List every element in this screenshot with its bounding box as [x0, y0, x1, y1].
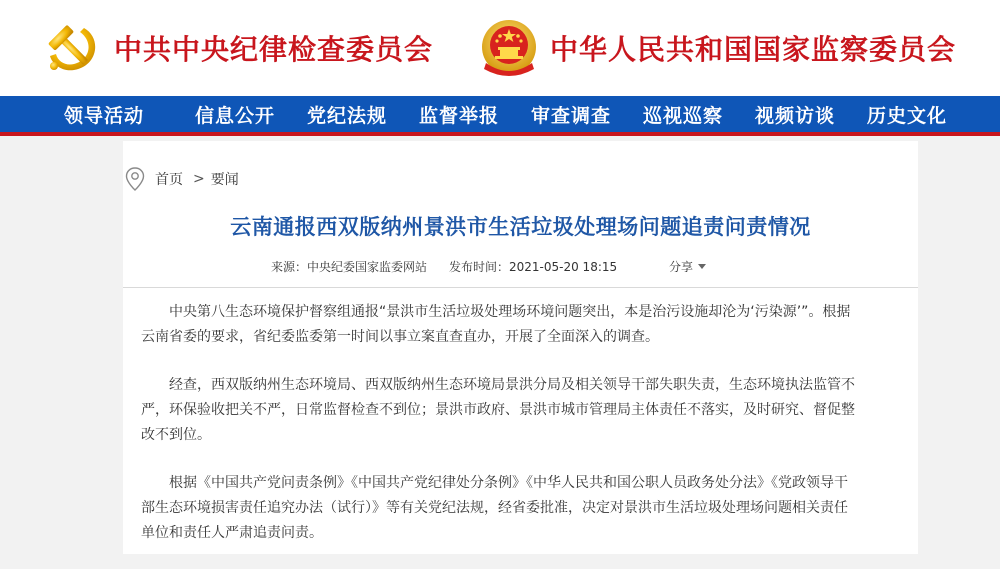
article-publish-time: 发布时间：2021-05-20 18:15 [449, 260, 618, 274]
breadcrumb-current[interactable]: 要闻 [210, 172, 239, 188]
nav-item-history-culture[interactable]: 历史文化 [866, 104, 947, 127]
article-meta [123, 258, 918, 278]
breadcrumb-home[interactable]: 首页 [155, 172, 183, 188]
breadcrumb [125, 167, 239, 191]
nav-item-investigation[interactable]: 审查调查 [530, 104, 611, 127]
meta-divider [123, 287, 918, 288]
chevron-down-icon [698, 264, 706, 269]
share-label: 分享 [669, 260, 694, 274]
brand-ccdi[interactable] [44, 0, 433, 96]
nav-item-leadership[interactable]: 领导活动 [64, 104, 145, 127]
location-pin-icon [125, 167, 155, 191]
nav-item-inspection[interactable]: 巡视巡察 [642, 104, 723, 127]
article-paragraph: 中央第八生态环境保护督察组通报“景洪市生活垃圾处理场环境问题突出，本是治污设施却沦为‘污染源’”。根据云南省委的要求，省纪委监委第一时间以事立案直查直办，开展了全面深入的调查。 [141, 304, 851, 345]
nav-item-info-disclosure[interactable]: 信息公开 [194, 104, 275, 127]
site-header [0, 0, 1000, 96]
brand-nsc[interactable] [480, 0, 956, 96]
article-title: 云南通报西双版纳州景洪市生活垃圾处理场问题追责问责情况 [230, 215, 811, 239]
share-button[interactable] [669, 258, 706, 275]
main-nav [0, 96, 1000, 136]
ccdi-title: 中共中央纪律检查委员会 [114, 33, 434, 66]
breadcrumb-separator: > [193, 171, 205, 187]
nav-item-regulations[interactable]: 党纪法规 [306, 104, 387, 127]
article-paragraph: 经查，西双版纳州生态环境局、西双版纳州生态环境局景洪分局及相关领导干部失职失责，生态环境执法监管不严，环保验收把关不严，日常监督检查不到位；景洪市政府、景洪市城市管理局主体责任不落实，及时研究、督促整改不到位。 [141, 377, 855, 443]
nav-item-report[interactable]: 监督举报 [418, 104, 499, 127]
party-emblem-icon [44, 20, 100, 76]
nsc-title: 中华人民共和国国家监察委员会 [550, 33, 957, 66]
article-paragraph: 根据《中国共产党问责条例》《中国共产党纪律处分条例》《中华人民共和国公职人员政务处分法》《党政领导干部生态环境损害责任追究办法（试行）》等有关党纪法规，经省委批准，决定对景洪市生活垃圾处理场问题相关责任单位和责任人严肃追责问责。 [141, 475, 848, 541]
article-body [141, 300, 855, 569]
article-source: 来源：中央纪委国家监委网站 [271, 260, 428, 274]
nav-item-video-interview[interactable]: 视频访谈 [754, 104, 835, 127]
national-emblem-icon [480, 17, 538, 79]
article-card [123, 141, 918, 554]
